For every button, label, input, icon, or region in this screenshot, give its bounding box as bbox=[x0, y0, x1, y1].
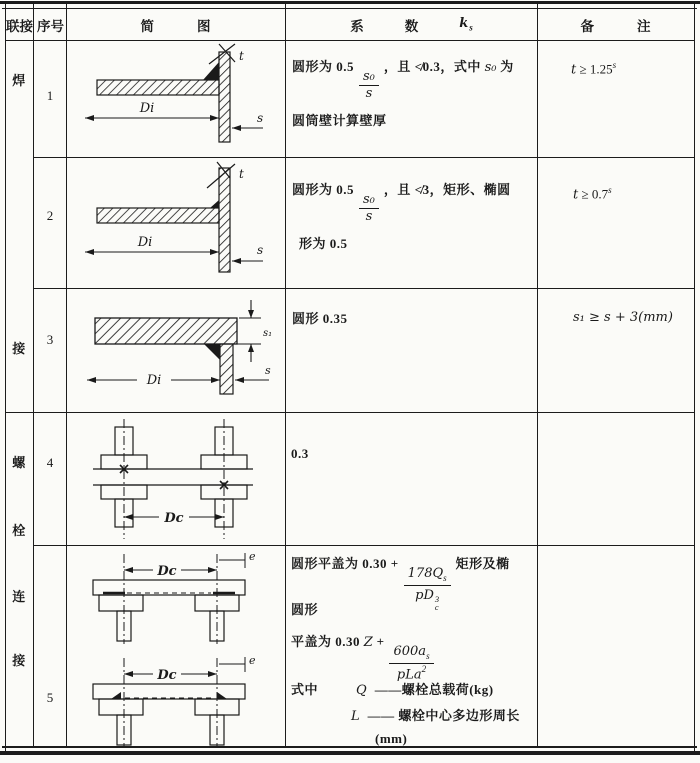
dim-label-t: t bbox=[239, 167, 244, 181]
header-cell-serial bbox=[35, 15, 66, 35]
header-cell-sketch bbox=[67, 15, 285, 35]
legend-line bbox=[291, 705, 520, 725]
subscript: s bbox=[443, 573, 447, 584]
note-text bbox=[571, 60, 616, 77]
sketch-cell-row5 bbox=[67, 548, 283, 753]
arrowhead bbox=[124, 671, 133, 677]
formula-variable: pLa bbox=[396, 666, 422, 682]
header-label: 数 bbox=[404, 19, 420, 34]
header-label: 简 bbox=[140, 19, 155, 34]
diagram-bolted-flanges bbox=[67, 415, 283, 543]
dim-label-di: Di bbox=[137, 235, 153, 250]
header-cell-connection bbox=[5, 15, 34, 35]
weld-bead bbox=[203, 62, 219, 80]
formula-text: 圆形为 0.5 bbox=[292, 182, 355, 197]
weld-bead bbox=[204, 344, 220, 360]
note-cell-row3 bbox=[538, 288, 694, 412]
arrowhead bbox=[124, 514, 133, 520]
formula-text: + bbox=[372, 634, 385, 649]
diagram-bolted-covers bbox=[67, 548, 283, 748]
arrowhead bbox=[248, 310, 254, 318]
header-label: 序号 bbox=[37, 19, 64, 34]
group-char: 连 bbox=[12, 589, 26, 604]
sketch-cell-row1 bbox=[67, 42, 283, 159]
arrowhead bbox=[232, 125, 241, 131]
formula-variable: s₀ bbox=[484, 60, 497, 75]
divider bbox=[694, 4, 695, 751]
arrowhead bbox=[208, 671, 217, 677]
arrowhead bbox=[124, 567, 133, 573]
formula-variable: Z bbox=[363, 635, 373, 650]
fraction-denominator: s bbox=[365, 208, 373, 224]
note-text bbox=[573, 185, 612, 202]
formula-line: 形为 0.5 bbox=[299, 236, 348, 251]
note-symbol: t bbox=[571, 62, 577, 78]
header-cell-coefficient bbox=[287, 15, 537, 35]
symbol-k: k bbox=[459, 16, 470, 31]
shell-wall bbox=[220, 344, 233, 394]
group-welded bbox=[5, 40, 33, 412]
fraction bbox=[389, 643, 433, 683]
serial-row2: 2 bbox=[46, 208, 54, 223]
note-text: s₁ ≥ s + 3(mm) bbox=[573, 310, 673, 325]
serial-row5: 5 bbox=[46, 690, 54, 705]
arrowhead bbox=[87, 377, 96, 383]
coef-cell-row3 bbox=[287, 288, 536, 412]
diagram-welded-cover-2 bbox=[67, 160, 283, 286]
cover-plate bbox=[97, 80, 219, 95]
subscript: c bbox=[434, 602, 439, 613]
serial-row4: 4 bbox=[46, 455, 54, 470]
formula-line: 圆筒壁计算壁厚 bbox=[292, 113, 387, 128]
fraction bbox=[359, 70, 379, 100]
header-label: 系 bbox=[350, 19, 365, 34]
flange-block bbox=[99, 699, 143, 715]
serial-row1: 1 bbox=[46, 88, 54, 103]
superscript: 3 bbox=[434, 593, 440, 604]
formula-line bbox=[292, 179, 511, 223]
dim-label-di: Di bbox=[146, 373, 162, 388]
note-superscript: s bbox=[608, 185, 612, 195]
legend-line: (mm) bbox=[375, 731, 408, 746]
cover-plate bbox=[97, 208, 219, 223]
arrowhead bbox=[211, 377, 220, 383]
note-symbol: t bbox=[573, 187, 579, 203]
arrowhead bbox=[232, 258, 241, 264]
arrowhead bbox=[210, 249, 219, 255]
weld-bead bbox=[217, 692, 227, 699]
header-label: 注 bbox=[637, 19, 652, 34]
header-label: 联接 bbox=[6, 19, 33, 34]
formula-text: 为 bbox=[496, 59, 514, 74]
group-char: 焊 bbox=[12, 73, 26, 88]
formula-text: ，且 ≮0.3，式中 bbox=[383, 59, 485, 74]
legend-symbol: L bbox=[351, 709, 360, 724]
dim-label-s1: s₁ bbox=[263, 328, 273, 339]
divider bbox=[2, 8, 697, 9]
dim-label-e: e bbox=[249, 654, 256, 667]
formula-line: 圆形 bbox=[291, 602, 319, 617]
header-cell-note bbox=[538, 15, 694, 35]
sketch-cell-row2 bbox=[67, 160, 283, 291]
dim-label-s: s bbox=[257, 111, 264, 125]
group-char: 接 bbox=[12, 653, 26, 668]
coef-cell-row5 bbox=[287, 545, 536, 748]
divider bbox=[0, 1, 700, 4]
note-cell-row1 bbox=[538, 40, 694, 157]
note-value: ≥ 0.7 bbox=[578, 186, 609, 202]
weld-bead bbox=[111, 692, 121, 699]
legend-text: —— 螺栓中心多边形周长 bbox=[367, 708, 520, 723]
formula-text: ，且 ≮3，矩形、椭圆 bbox=[383, 182, 511, 197]
superscript: 2 bbox=[421, 663, 427, 674]
formula-line bbox=[291, 553, 510, 612]
coef-cell-row2 bbox=[287, 157, 536, 288]
shell-wall bbox=[219, 168, 230, 272]
legend-label: 式中 bbox=[291, 682, 319, 697]
formula-text: 圆形为 0.5 bbox=[292, 59, 355, 74]
coef-cell-row4 bbox=[287, 412, 536, 545]
group-bolted bbox=[5, 412, 33, 748]
shell-wall bbox=[219, 52, 230, 142]
header-label: 图 bbox=[197, 19, 212, 34]
fraction bbox=[359, 193, 379, 223]
dim-label-dc: Dc bbox=[157, 564, 177, 579]
sketch-cell-row3 bbox=[67, 292, 283, 415]
formula-line bbox=[292, 56, 514, 100]
note-superscript: s bbox=[612, 60, 617, 70]
fraction-denominator bbox=[415, 586, 439, 612]
arrowhead bbox=[235, 377, 244, 383]
fraction-numerator: s₀ bbox=[359, 193, 379, 209]
arrowhead bbox=[215, 514, 224, 520]
coefficient-symbol bbox=[459, 15, 474, 35]
diagram-welded-cover-3 bbox=[67, 292, 283, 410]
cover-plate bbox=[95, 318, 237, 344]
fraction-numerator bbox=[404, 565, 451, 586]
sub-sup-stack bbox=[435, 595, 439, 612]
subscript: s bbox=[426, 651, 430, 662]
dim-label-di: Di bbox=[139, 101, 155, 116]
arrowhead bbox=[85, 115, 94, 121]
symbol-k-subscript: s bbox=[469, 22, 474, 33]
group-char: 接 bbox=[12, 341, 26, 356]
sketch-cell-row4 bbox=[67, 415, 283, 548]
fraction bbox=[404, 565, 451, 612]
dim-label-t: t bbox=[239, 49, 244, 63]
formula-text: 圆形平盖为 0.30 + bbox=[291, 556, 399, 571]
arrowhead bbox=[85, 249, 94, 255]
serial-row3: 3 bbox=[46, 332, 54, 347]
flange-block bbox=[99, 595, 143, 611]
note-value: ≥ 1.25 bbox=[576, 61, 613, 77]
arrowhead bbox=[248, 344, 254, 352]
fraction-numerator bbox=[389, 643, 433, 664]
formula-variable: pD bbox=[415, 587, 434, 603]
formula-text: 平盖为 0.30 bbox=[291, 634, 364, 649]
diagram-welded-cover-1 bbox=[67, 42, 283, 154]
formula-variable: 178Q bbox=[407, 566, 444, 581]
dim-label-dc: Dc bbox=[157, 668, 177, 683]
arrowhead bbox=[210, 115, 219, 121]
dim-label-s: s bbox=[257, 243, 264, 257]
header-label: 备 bbox=[580, 19, 595, 34]
arrowhead bbox=[208, 567, 217, 573]
note-cell-row2 bbox=[538, 157, 694, 288]
formula-line: 0.3 bbox=[291, 446, 309, 461]
formula-variable: 600a bbox=[393, 644, 427, 659]
fraction-numerator: s₀ bbox=[359, 70, 379, 86]
fraction-denominator: s bbox=[365, 85, 373, 101]
legend-symbol: Q bbox=[356, 683, 367, 698]
formula-line: 圆形 0.35 bbox=[292, 311, 348, 326]
dim-label-s: s bbox=[265, 364, 271, 377]
dim-label-dc: Dc bbox=[164, 511, 184, 526]
weld-bead bbox=[210, 200, 219, 208]
formula-line bbox=[291, 631, 439, 683]
coef-cell-row1 bbox=[287, 40, 536, 157]
dim-label-e: e bbox=[249, 550, 256, 563]
formula-text: 矩形及椭 bbox=[455, 556, 510, 571]
group-char: 螺 bbox=[12, 455, 26, 470]
group-char: 栓 bbox=[12, 523, 26, 538]
divider bbox=[33, 4, 34, 748]
legend-text: ——螺栓总载荷(kg) bbox=[374, 682, 494, 697]
legend-line bbox=[291, 679, 494, 699]
